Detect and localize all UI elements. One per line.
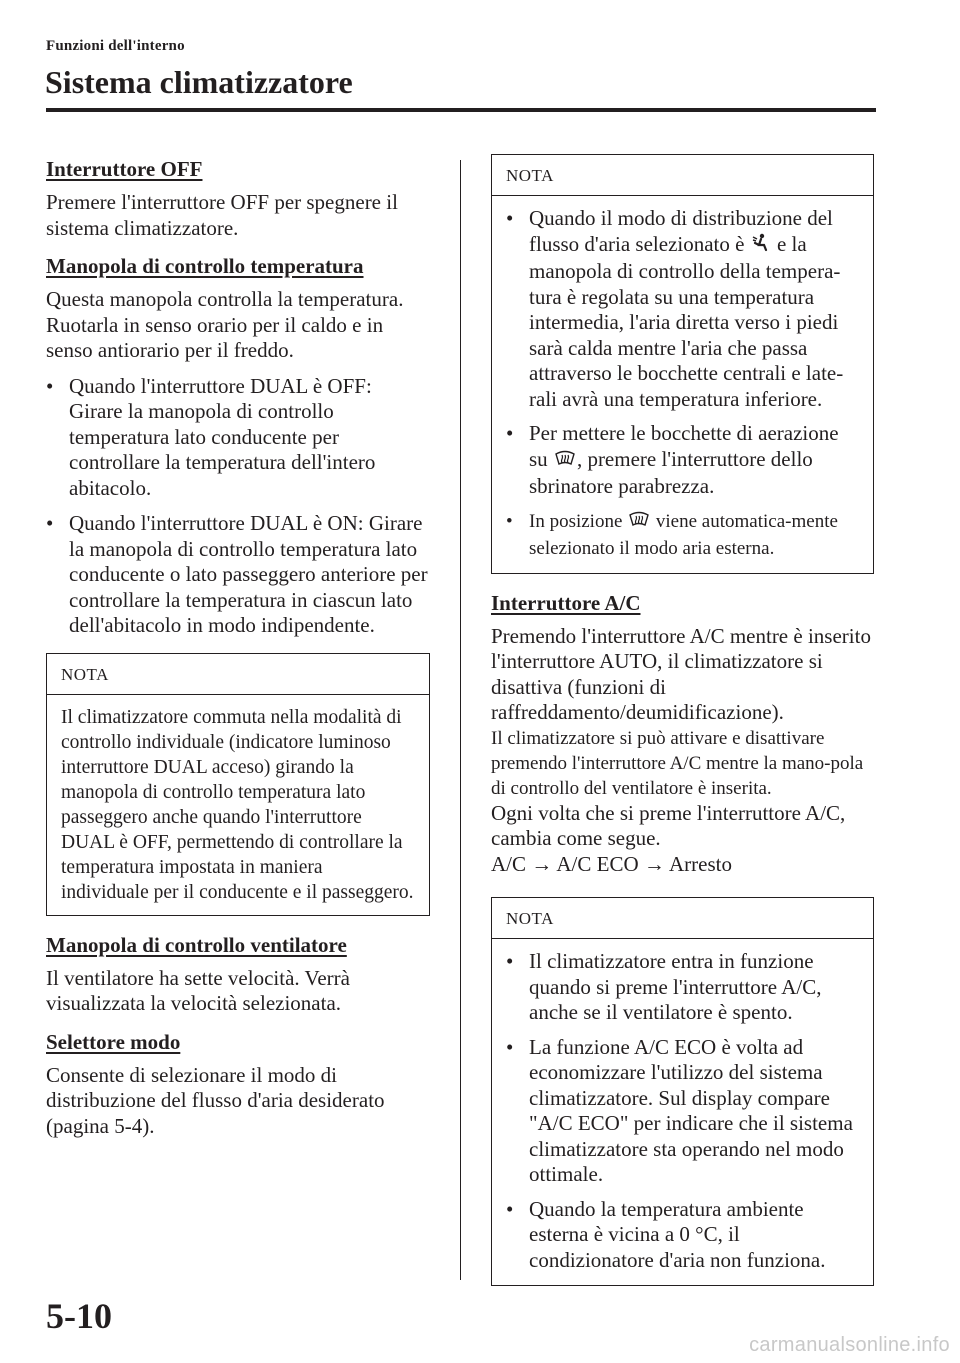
ac-seq-step: A/C xyxy=(491,851,527,876)
note-text: Il climatizzatore commuta nella modalità di controllo individuale (indicatore luminoso interruttore DUAL acceso) girando la manopola di controllo temperatura lato passeggero anche quando l'interruttore DUAL è OFF, permettendo di controllare la temperatura impostata in maniera individuale per il conducente e il passeggero. xyxy=(61,706,414,903)
temperature-bullets xyxy=(46,374,430,639)
ac-switch-cycle-text: Ogni volta che si preme l'interruttore A/C, cambia come segue. xyxy=(491,800,846,850)
watermark: carmanualsonline.info xyxy=(749,1334,950,1356)
windshield-defrost-icon xyxy=(629,511,649,536)
bullet-icon: • xyxy=(506,206,514,230)
off-switch-text: Premere l'interruttore OFF per spegnere il sistema climatizzatore. xyxy=(46,190,398,240)
note-box-dual xyxy=(46,653,430,916)
note-label: NOTA xyxy=(47,654,429,695)
mode-selector-text: Consente di selezionare il modo di distribuzione del flusso d'aria desiderato (pagina 5-4). xyxy=(46,1062,385,1138)
page-number: 5-10 xyxy=(46,1296,112,1336)
bullet-icon: • xyxy=(506,1034,514,1059)
fan-knob-heading: Manopola di controllo ventilatore xyxy=(46,932,347,957)
page-title: Sistema climatizzatore xyxy=(45,64,353,100)
bullet-icon: • xyxy=(506,510,513,532)
temperature-knob-heading: Manopola di controllo temperatura xyxy=(46,254,364,278)
ac-seq-step: Arresto xyxy=(668,851,732,876)
note-label: NOTA xyxy=(492,155,873,196)
list-item: • Quando l'interruttore DUAL è OFF: Girare la manopola di controllo temperatura lato conducente per controllare la temperatura dell'intero abitacolo. xyxy=(46,373,376,500)
mode-selector-heading: Selettore modo xyxy=(46,1029,181,1054)
ac-switch-text: Premendo l'interruttore A/C mentre è inserito l'interruttore AUTO, il climatizzatore si disattiva (funzioni di raffreddamento/deumidificazione). xyxy=(491,623,871,724)
list-item: • Quando il modo di distribuzione del flusso d'aria selezionato è e la manopola di controllo della tempera-tura è regolata su una temperatura intermedia, l'aria diretta verso i piedi sarà calda mentre l'aria che passa attraverso le bocchette centrali e late-rali avrà una temperatura inferiore. xyxy=(506,206,844,411)
ac-switch-heading: Interruttore A/C xyxy=(491,590,641,615)
bullet-icon: • xyxy=(46,373,54,398)
title-rule xyxy=(46,108,876,112)
ac-sequence xyxy=(491,852,875,878)
list-item: • Quando la temperatura ambiente esterna è vicina a 0 °C, il condizionatore d'aria non funziona. xyxy=(506,1196,826,1272)
column-divider xyxy=(460,160,461,1280)
arrow-right-icon: → xyxy=(526,851,557,876)
bullet-icon: • xyxy=(46,511,54,535)
temperature-knob-text: Questa manopola controlla la temperatura. Ruotarla in senso orario per il caldo e in senso antiorario per il freddo. xyxy=(46,287,404,362)
bullet-icon: • xyxy=(506,949,514,973)
windshield-defrost-icon xyxy=(555,449,575,475)
list-item: • Per mettere le bocchette di aerazione su , premere l'interruttore dello sbrinatore parabrezza. xyxy=(506,421,839,498)
note-label: NOTA xyxy=(492,898,873,939)
arrow-right-icon: → xyxy=(638,851,669,876)
bullet-icon: • xyxy=(506,1196,514,1221)
right-column xyxy=(491,154,875,1300)
list-item: • Il climatizzatore entra in funzione quando si preme l'interruttore A/C, anche se il ventilatore è spento. xyxy=(506,949,822,1024)
section-label: Funzioni dell'interno xyxy=(46,38,185,54)
list-item: • In posizione viene automatica-mente selezionato il modo aria esterna. xyxy=(506,510,838,559)
ac-seq-step: A/C ECO xyxy=(556,851,639,876)
list-item: • Quando l'interruttore DUAL è ON: Girare la manopola di controllo temperatura lato conducente o lato passeggero anteriore per controllare la temperatura in ciascun lato dell'abitacolo in modo indipendente. xyxy=(46,511,428,637)
left-column xyxy=(46,154,430,1149)
bullet-icon: • xyxy=(506,421,514,445)
floor-vent-mode-icon xyxy=(752,233,770,260)
list-item: • La funzione A/C ECO è volta ad economizzare l'utilizzo del sistema climatizzatore. Sul display compare "A/C ECO" per indicare che il sistema climatizzatore sta operando nel modo ottimale. xyxy=(506,1034,853,1186)
note-box-airflow xyxy=(491,154,874,574)
note-box-ac xyxy=(491,897,874,1286)
off-switch-heading: Interruttore OFF xyxy=(46,157,203,181)
ac-switch-text-small: Il climatizzatore si può attivare e disattivare premendo l'interruttore A/C mentre la mano-pola di controllo del ventilatore è inserita. xyxy=(491,727,864,799)
fan-knob-text: Il ventilatore ha sette velocità. Verrà visualizzata la velocità selezionata. xyxy=(46,965,350,1015)
